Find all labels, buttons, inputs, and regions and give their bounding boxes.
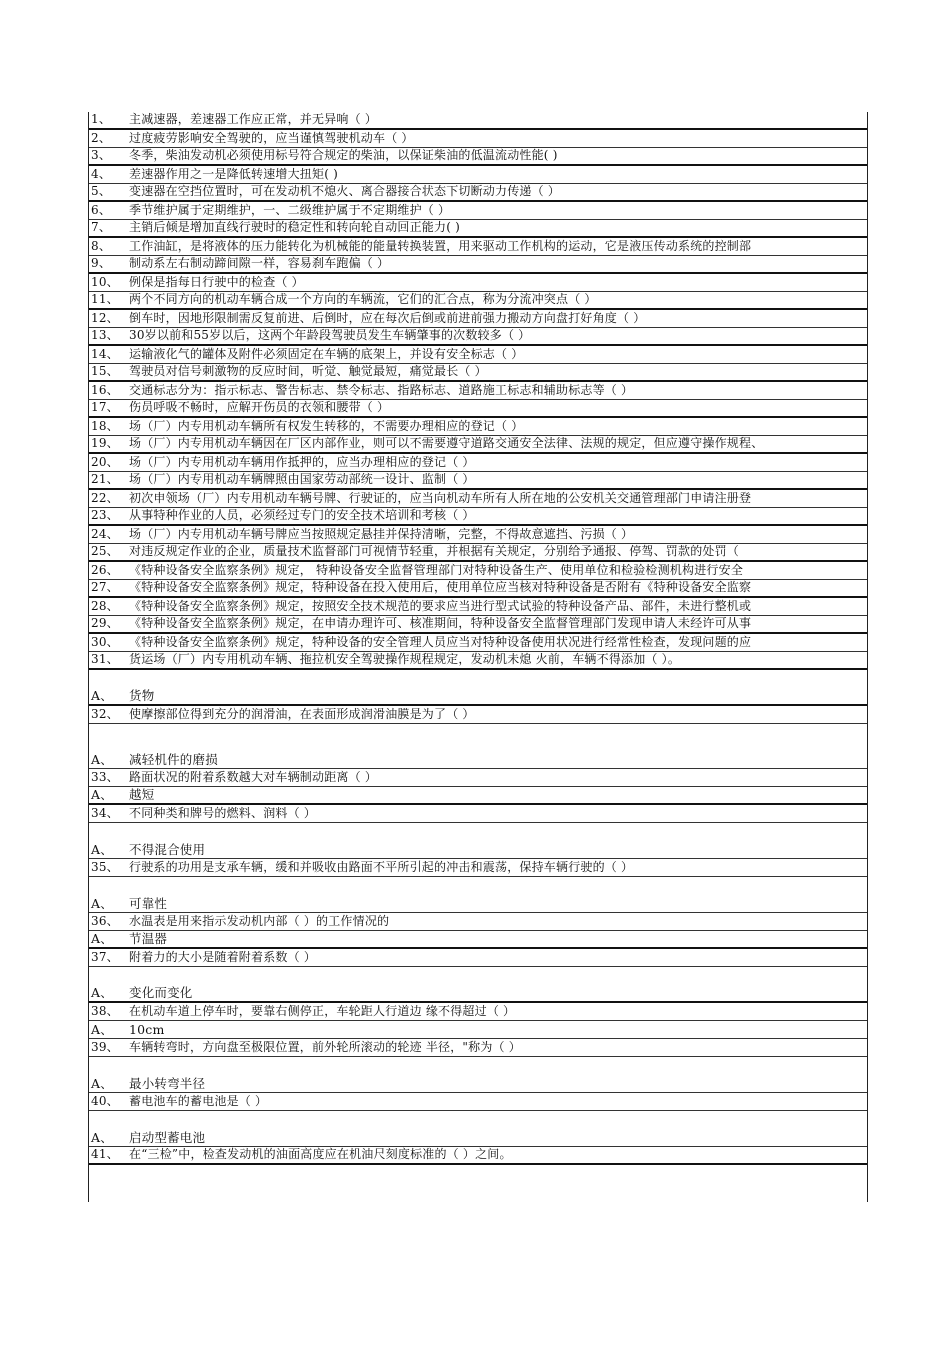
- row-text: [91, 312, 645, 325]
- question-text: 路面状况的附着系数越大对车辆制动距离（ ）: [129, 770, 378, 784]
- row-text: [91, 168, 338, 181]
- row-number: 19、: [91, 436, 119, 450]
- question-text: 场（厂）内专用机动车辆牌照由国家劳动部统一设计、监制（ ）: [129, 472, 475, 486]
- row-text: [91, 986, 193, 999]
- answer-text: 货物: [129, 688, 155, 703]
- row-number: 24、: [91, 527, 119, 541]
- question-row[interactable]: [89, 706, 867, 724]
- row-number: 1、: [91, 112, 112, 126]
- question-text: 不同种类和牌号的燃料、润料（ ）: [129, 806, 317, 820]
- question-row[interactable]: [89, 148, 867, 166]
- row-text: [91, 420, 523, 433]
- row-number: 39、: [91, 1040, 119, 1054]
- row-text: [91, 1041, 521, 1054]
- row-text: [91, 1005, 515, 1018]
- row-number: A、: [91, 1076, 113, 1091]
- row-number: 10、: [91, 275, 119, 289]
- question-text: 例保是指每日行驶中的检查（ ）: [129, 275, 304, 289]
- row-number: A、: [91, 787, 113, 802]
- row-text: [91, 600, 751, 613]
- row-text: [91, 636, 751, 649]
- row-number: A、: [91, 985, 113, 1000]
- row-number: A、: [91, 842, 113, 857]
- row-number: 7、: [91, 220, 112, 234]
- row-number: 40、: [91, 1094, 119, 1108]
- question-text: 驾驶员对信号刺激物的反应时间，听觉、触觉最短，痛觉最长（ ）: [129, 364, 487, 378]
- question-row[interactable]: [89, 292, 867, 310]
- question-row[interactable]: [89, 256, 867, 274]
- row-text: [91, 276, 304, 289]
- question-row[interactable]: [89, 562, 867, 580]
- row-text: [91, 492, 751, 505]
- row-number: 28、: [91, 599, 119, 613]
- row-text: [91, 1131, 205, 1144]
- question-text: 在“三检”中，检查发动机的油面高度应在机油尺刻度标准的（ ）之间。: [129, 1147, 512, 1161]
- answer-row[interactable]: [89, 1021, 867, 1039]
- question-row[interactable]: [89, 1039, 867, 1057]
- question-row[interactable]: [89, 454, 867, 472]
- question-row[interactable]: [89, 184, 867, 202]
- answer-text: 越短: [129, 787, 155, 802]
- row-number: 12、: [91, 311, 119, 325]
- row-number: 41、: [91, 1147, 119, 1161]
- question-text: 蓄电池车的蓄电池是（ ）: [129, 1094, 268, 1108]
- question-text: 《特种设备安全监察条例》规定，按照安全技术规范的要求应当进行型式试验的特种设备产品、部件，未进行整机或: [129, 599, 752, 613]
- row-text: [91, 185, 560, 198]
- question-text: 冬季，柴油发动机必须使用标号符合规定的柴油，以保证柴油的低温流动性能( ): [129, 148, 558, 162]
- row-text: [91, 348, 523, 361]
- row-number: 22、: [91, 491, 119, 505]
- question-text: 主减速器，差速器工作应正常，并无异响（ ）: [129, 112, 378, 126]
- row-number: 25、: [91, 544, 119, 558]
- row-number: 2、: [91, 131, 112, 145]
- question-text: 季节维护属于定期维护，一、二级维护属于不定期维护（ ）: [129, 203, 451, 217]
- row-text: [91, 753, 218, 766]
- row-text: [91, 771, 377, 784]
- row-text: [91, 1023, 165, 1036]
- row-number: 13、: [91, 328, 119, 342]
- row-text: [91, 437, 763, 450]
- row-text: [91, 257, 389, 270]
- row-number: 6、: [91, 203, 112, 217]
- row-text: [91, 653, 680, 666]
- row-text: [91, 456, 475, 469]
- question-row[interactable]: [89, 274, 867, 292]
- question-text: 车辆转弯时，方向盘至极限位置，前外轮所滚动的轮迹 半径，"称为（ ）: [129, 1040, 521, 1054]
- row-text: [91, 132, 414, 145]
- row-number: 37、: [91, 950, 119, 964]
- answer-text: 最小转弯半径: [129, 1076, 206, 1091]
- row-text: [91, 932, 167, 945]
- answer-row[interactable]: [89, 931, 867, 949]
- question-text: 运输液化气的罐体及附件必须固定在车辆的底架上，并设有安全标志（ ）: [129, 347, 524, 361]
- row-number: A、: [91, 1130, 113, 1145]
- row-number: 36、: [91, 914, 119, 928]
- question-row[interactable]: [89, 238, 867, 256]
- question-text: 交通标志分为：指示标志、警告标志、禁令标志、指路标志、道路施工标志和辅助标志等（ ）: [129, 383, 634, 397]
- question-text: 《特种设备安全监察条例》规定，特种设备在投入使用后，使用单位应当核对特种设备是否附有《特种设备安全监察: [129, 580, 752, 594]
- row-text: [91, 384, 633, 397]
- question-text: 初次申领场（厂）内专用机动车辆号牌、行驶证的，应当向机动车所有人所在地的公安机关交通管理部门申请注册登: [129, 491, 752, 505]
- row-text: [91, 581, 751, 594]
- question-text: 在机动车道上停车时，要靠右侧停正，车轮距人行道边 缘不得超过（ ）: [129, 1004, 516, 1018]
- row-number: 29、: [91, 616, 119, 630]
- answer-row[interactable]: [89, 967, 867, 1003]
- row-number: A、: [91, 1022, 113, 1037]
- answer-row[interactable]: [89, 877, 867, 913]
- row-number: 18、: [91, 419, 119, 433]
- row-text: [91, 1077, 205, 1090]
- row-text: [91, 617, 751, 630]
- question-text: 货运场（厂）内专用机动车辆、拖拉机安全驾驶操作规程规定，发动机未熄 火前，车辆不得添加（ ）。: [129, 652, 681, 666]
- answer-row[interactable]: [89, 787, 867, 805]
- row-number: 8、: [91, 239, 112, 253]
- question-text: 30岁以前和55岁以后，这两个年龄段驾驶员发生车辆肇事的次数较多（ ）: [129, 328, 531, 342]
- row-text: [91, 708, 475, 721]
- row-text: [91, 113, 377, 126]
- question-list: [89, 112, 867, 1165]
- answer-text: 10cm: [129, 1022, 165, 1037]
- question-text: 差速器作用之一是降低转速增大扭矩( ): [129, 167, 338, 181]
- row-text: [91, 240, 751, 253]
- row-text: [91, 861, 633, 874]
- question-row[interactable]: [89, 859, 867, 877]
- row-number: 32、: [91, 707, 119, 721]
- question-row[interactable]: [89, 1147, 867, 1165]
- row-number: 16、: [91, 383, 119, 397]
- question-row[interactable]: [89, 112, 867, 130]
- row-text: [91, 221, 460, 234]
- row-number: 31、: [91, 652, 119, 666]
- row-number: 15、: [91, 364, 119, 378]
- question-row[interactable]: [89, 913, 867, 931]
- question-row[interactable]: [89, 805, 867, 823]
- row-text: [91, 897, 167, 910]
- question-row[interactable]: [89, 652, 867, 670]
- question-text: 附着力的大小是随着附着系数（ ）: [129, 950, 317, 964]
- question-text: 《特种设备安全监察条例》规定，特种设备的安全管理人员应当对特种设备使用状况进行经常性检查，发现问题的应: [129, 635, 752, 649]
- row-text: [91, 293, 597, 306]
- answer-text: 启动型蓄电池: [129, 1130, 206, 1145]
- question-text: 工作油缸，是将液体的压力能转化为机械能的能量转换装置，用来驱动工作机构的运动，它是液压传动系统的控制部: [129, 239, 752, 253]
- row-number: 26、: [91, 563, 119, 577]
- row-number: A、: [91, 931, 113, 946]
- answer-text: 减轻机件的磨损: [129, 752, 218, 767]
- question-text: 场（厂）内专用机动车辆用作抵押的，应当办理相应的登记（ ）: [129, 455, 475, 469]
- question-row[interactable]: [89, 598, 867, 616]
- row-number: 9、: [91, 256, 112, 270]
- question-text: 水温表是用来指示发动机内部（ ）的工作情况的: [129, 914, 390, 928]
- question-row[interactable]: [89, 580, 867, 598]
- question-row[interactable]: [89, 769, 867, 787]
- question-row[interactable]: [89, 310, 867, 328]
- row-number: 11、: [91, 292, 119, 306]
- row-number: A、: [91, 688, 113, 703]
- question-text: 两个不同方向的机动车辆合成一个方向的车辆流，它们的汇合点，称为分流冲突点（ ）: [129, 292, 597, 306]
- row-number: A、: [91, 752, 113, 767]
- row-text: [91, 807, 316, 820]
- row-text: [91, 915, 389, 928]
- question-row[interactable]: [89, 220, 867, 238]
- question-row[interactable]: [89, 202, 867, 220]
- row-number: 35、: [91, 860, 119, 874]
- question-row[interactable]: [89, 1093, 867, 1111]
- answer-row[interactable]: [89, 724, 867, 769]
- question-text: 场（厂）内专用机动车辆因在厂区内部作业，则可以不需要遵守道路交通安全法律、法规的规定，但应遵守操作规程、: [129, 436, 764, 450]
- answer-row[interactable]: [89, 823, 867, 859]
- row-text: [91, 1095, 267, 1108]
- question-row[interactable]: [89, 328, 867, 346]
- question-text: 《特种设备安全监察条例》规定， 特种设备安全监督管理部门对特种设备生产、使用单位和检验检测机构进行安全: [129, 563, 744, 577]
- row-text: [91, 951, 316, 964]
- row-number: 5、: [91, 184, 112, 198]
- question-row[interactable]: [89, 382, 867, 400]
- row-number: 38、: [91, 1004, 119, 1018]
- question-text: 主销后倾是增加直线行驶时的稳定性和转向轮自动回正能力( ): [129, 220, 460, 234]
- question-text: 制动系左右制动蹄间隙一样，容易刹车跑偏（ ）: [129, 256, 390, 270]
- row-text: [91, 473, 475, 486]
- question-text: 使摩擦部位得到充分的润滑油，在表面形成润滑油膜是为了（ ）: [129, 707, 475, 721]
- question-row[interactable]: [89, 436, 867, 454]
- row-text: [91, 528, 633, 541]
- question-text: 变速器在空挡位置时，可在发动机不熄火、离合器接合状态下切断动力传递（ ）: [129, 184, 561, 198]
- row-text: [91, 509, 475, 522]
- answer-text: 节温器: [129, 931, 168, 946]
- question-row[interactable]: [89, 508, 867, 526]
- question-row[interactable]: [89, 472, 867, 490]
- spreadsheet-sheet: [88, 112, 868, 1202]
- question-row[interactable]: [89, 616, 867, 634]
- answer-row[interactable]: [89, 670, 867, 706]
- row-number: 30、: [91, 635, 119, 649]
- answer-row[interactable]: [89, 1111, 867, 1147]
- question-text: 从事特种作业的人员，必须经过专门的安全技术培训和考核（ ）: [129, 508, 475, 522]
- question-row[interactable]: [89, 166, 867, 184]
- question-row[interactable]: [89, 634, 867, 652]
- row-number: 20、: [91, 455, 119, 469]
- row-number: 33、: [91, 770, 119, 784]
- row-number: A、: [91, 896, 113, 911]
- answer-text: 不得混合使用: [129, 842, 206, 857]
- row-text: [91, 545, 739, 558]
- question-row[interactable]: [89, 949, 867, 967]
- answer-text: 可靠性: [129, 896, 168, 911]
- row-number: 34、: [91, 806, 119, 820]
- row-number: 23、: [91, 508, 119, 522]
- question-row[interactable]: [89, 346, 867, 364]
- question-text: 场（厂）内专用机动车辆号牌应当按照规定悬挂并保持清晰，完整，不得故意遮挡、污损（ ）: [129, 527, 634, 541]
- row-number: 17、: [91, 400, 119, 414]
- question-row[interactable]: [89, 490, 867, 508]
- row-number: 27、: [91, 580, 119, 594]
- row-number: 4、: [91, 167, 112, 181]
- row-text: [91, 149, 558, 162]
- row-text: [91, 329, 530, 342]
- question-row[interactable]: [89, 1003, 867, 1021]
- row-text: [91, 788, 154, 801]
- answer-row[interactable]: [89, 1057, 867, 1093]
- question-text: 伤员呼吸不畅时，应解开伤员的衣领和腰带（ ）: [129, 400, 390, 414]
- row-text: [91, 204, 450, 217]
- row-number: 21、: [91, 472, 119, 486]
- row-text: [91, 564, 743, 577]
- row-text: [91, 843, 205, 856]
- question-text: 行驶系的功用是支承车辆，缓和并吸收由路面不平所引起的冲击和震荡，保持车辆行驶的（ ）: [129, 860, 634, 874]
- question-text: 对违反规定作业的企业，质量技术监督部门可视情节轻重，并根据有关规定，分别给予通报、停驾、罚款的处罚（: [129, 544, 740, 558]
- question-row[interactable]: [89, 400, 867, 418]
- question-text: 《特种设备安全监察条例》规定，在申请办理许可、核准期间，特种设备安全监督管理部门发现申请人未经许可从事: [129, 616, 752, 630]
- question-row[interactable]: [89, 526, 867, 544]
- row-text: [91, 365, 487, 378]
- row-text: [91, 689, 154, 702]
- question-row[interactable]: [89, 544, 867, 562]
- row-number: 3、: [91, 148, 112, 162]
- question-row[interactable]: [89, 418, 867, 436]
- question-row[interactable]: [89, 364, 867, 382]
- row-number: 14、: [91, 347, 119, 361]
- question-text: 过度疲劳影响安全驾驶的，应当谨慎驾驶机动车（ ）: [129, 131, 414, 145]
- question-text: 倒车时，因地形限制需反复前进、后倒时，应在每次后倒或前进前强力搬动方向盘打好角度（ ）: [129, 311, 646, 325]
- question-text: 场（厂）内专用机动车辆所有权发生转移的，不需要办理相应的登记（ ）: [129, 419, 524, 433]
- row-text: [91, 401, 389, 414]
- row-text: [91, 1148, 512, 1161]
- question-row[interactable]: [89, 130, 867, 148]
- answer-text: 变化而变化: [129, 985, 193, 1000]
